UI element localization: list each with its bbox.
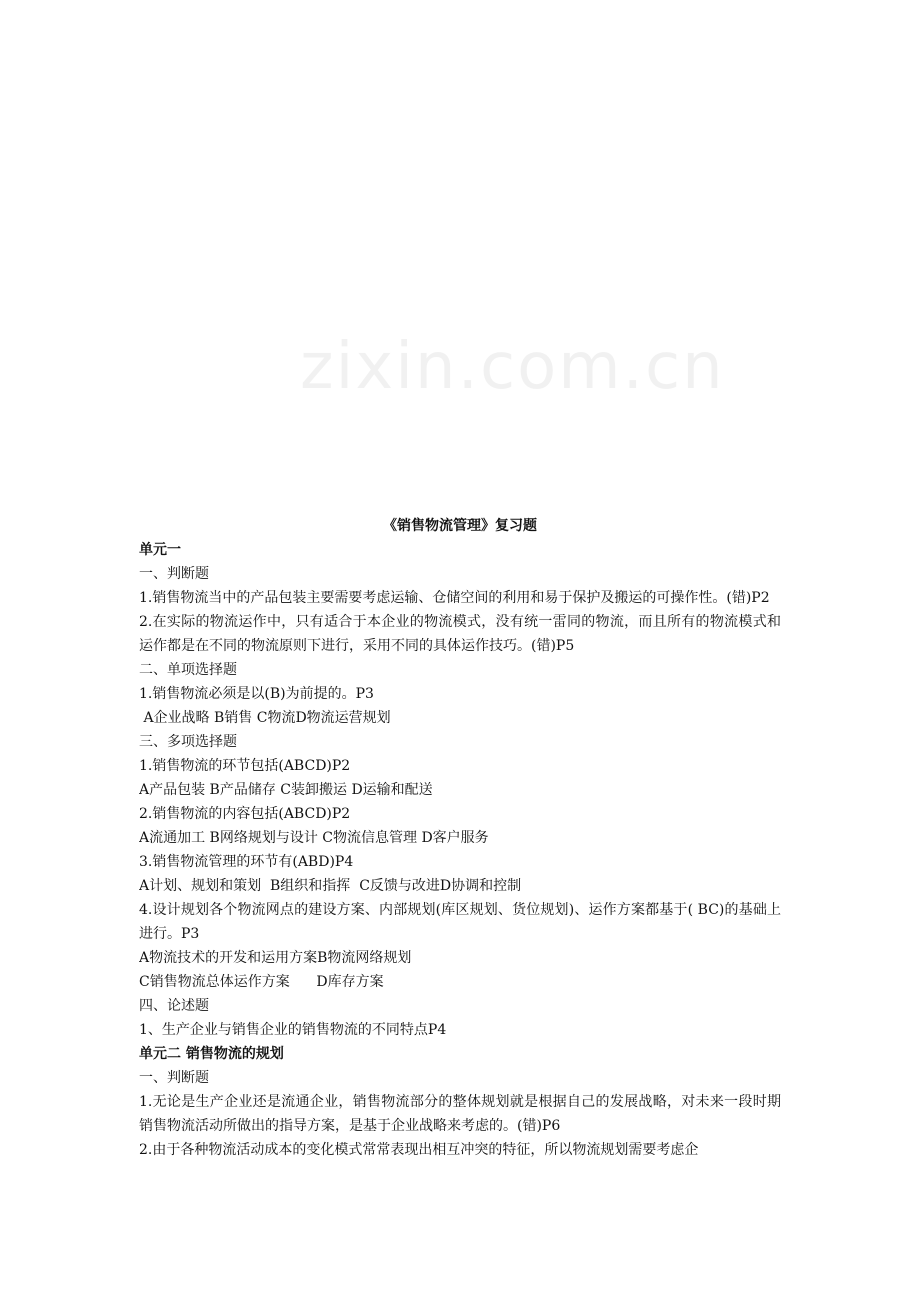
unit1-mc-question-3-options: A计划、规划和策划 B组织和指挥 C反馈与改进D协调和控制: [139, 878, 522, 894]
unit1-section-multi-choice: 三、多项选择题: [139, 734, 237, 750]
unit1-section-true-false: 一、判断题: [139, 566, 209, 582]
unit1-mc-question-4-options-c-d: C销售物流总体运作方案 D库存方案: [139, 974, 384, 990]
unit1-mc-question-2: 2.销售物流的内容包括(ABCD)P2: [139, 806, 351, 822]
document-body: [139, 514, 781, 1162]
document-title: 《销售物流管理》复习题: [383, 518, 537, 534]
unit1-tf-question-1: 1.销售物流当中的产品包装主要需要考虑运输、仓储空间的利用和易于保护及搬运的可操作性。(错)P2: [139, 590, 770, 606]
unit1-section-essay: 四、论述题: [139, 998, 209, 1014]
unit1-sc-question-1: 1.销售物流必须是以(B)为前提的。P3: [139, 686, 374, 702]
unit2-tf-question-1: 1.无论是生产企业还是流通企业，销售物流部分的整体规划就是根据自己的发展战略，对未来一段时期销售物流活动所做出的指导方案，是基于企业战略来考虑的。(错)P6: [139, 1094, 781, 1134]
unit1-mc-question-1: 1.销售物流的环节包括(ABCD)P2: [139, 758, 351, 774]
unit1-essay-question-1: 1、生产企业与销售企业的销售物流的不同特点P4: [139, 1022, 447, 1038]
unit1-mc-question-1-options: A产品包装 B产品储存 C装卸搬运 D运输和配送: [139, 782, 433, 798]
unit1-mc-question-2-options: A流通加工 B网络规划与设计 C物流信息管理 D客户服务: [139, 830, 489, 846]
unit2-section-true-false: 一、判断题: [139, 1070, 209, 1086]
unit1-heading: 单元一: [139, 542, 181, 558]
unit1-sc-question-1-options: A企业战略 B销售 C物流D物流运营规划: [139, 710, 391, 726]
unit2-tf-question-2: 2.由于各种物流活动成本的变化模式常常表现出相互冲突的特征，所以物流规划需要考虑企: [139, 1142, 699, 1158]
unit1-mc-question-4-options-a-b: A物流技术的开发和运用方案B物流网络规划: [139, 950, 412, 966]
unit1-mc-question-4: 4.设计规划各个物流网点的建设方案、内部规划(库区规划、货位规划)、运作方案都基于( BC)的基础上进行。P3: [139, 902, 781, 942]
unit2-heading: 单元二 销售物流的规划: [139, 1046, 284, 1062]
watermark: zixin.com.cn: [300, 330, 725, 404]
unit1-tf-question-2: 2.在实际的物流运作中，只有适合于本企业的物流模式，没有统一雷同的物流，而且所有的物流模式和运作都是在不同的物流原则下进行，采用不同的具体运作技巧。(错)P5: [139, 614, 781, 654]
unit1-mc-question-3: 3.销售物流管理的环节有(ABD)P4: [139, 854, 354, 870]
unit1-section-single-choice: 二、单项选择题: [139, 662, 237, 678]
